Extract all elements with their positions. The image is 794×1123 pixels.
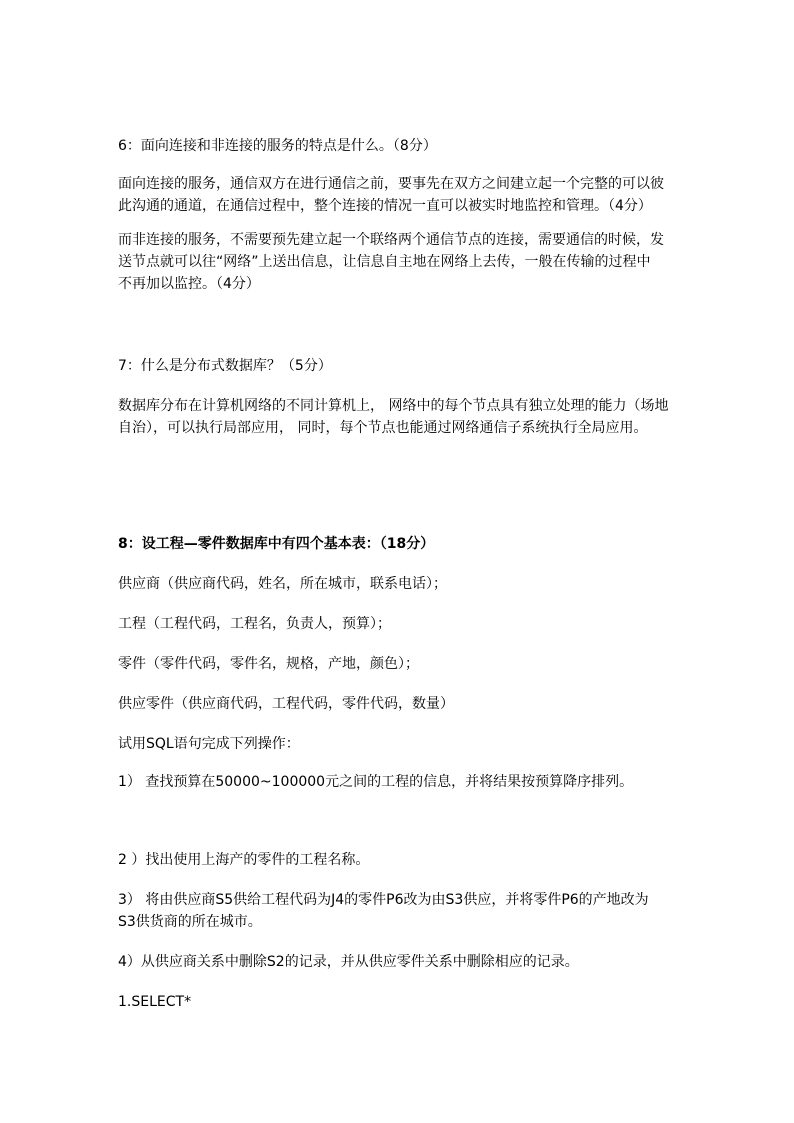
task-1: 1） 查找预算在50000~100000元之间的工程的信息，并将结果按预算降序排列。 [118, 774, 634, 790]
question-8-title: 8：设工程—零件数据库中有四个基本表：（18分） [118, 536, 435, 552]
text-line: 自治），可以执行局部应用， 同时，每个节点也能通过网络通信子系统执行全局应用。 [118, 420, 648, 436]
text-line: 而非连接的服务，不需要预先建立起一个联络两个通信节点的连接，需要通信的时候，发 [118, 232, 664, 248]
text-line: 面向连接的服务，通信双方在进行通信之前，要事先在双方之间建立起一个完整的可以彼 [118, 176, 664, 192]
text-line: 此沟通的通道，在通信过程中，整个连接的情况一直可以被实时地监控和管理。（4分） [118, 198, 652, 214]
text-line: 送节点就可以往“网络”上送出信息，让信息自主地在网络上去传，一般在传输的过程中 [118, 254, 651, 270]
text-line: 不再加以监控。（4分） [118, 276, 260, 292]
table-definition: 供应商（供应商代码，姓名，所在城市，联系电话）； [118, 576, 447, 592]
text-line: 3） 将由供应商S5供给工程代码为J4的零件P6改为由S3供应，并将零件P6的产地改为 [118, 892, 649, 908]
answer-start: 1.SELECT* [118, 994, 192, 1010]
instruction: 试用SQL语句完成下列操作： [118, 736, 300, 752]
text-line: 数据库分布在计算机网络的不同计算机上， 网络中的每个节点具有独立处理的能力（场地 [118, 398, 669, 414]
question-7-answer [118, 395, 688, 439]
table-definition: 供应零件（供应商代码，工程代码，零件代码，数量） [118, 696, 454, 712]
table-definition: 工程（工程代码，工程名，负责人，预算）； [118, 616, 391, 632]
task-3 [118, 889, 688, 933]
table-definition: 零件（零件代码，零件名，规格，产地，颜色）； [118, 656, 419, 672]
task-2: 2 ）找出使用上海产的零件的工程名称。 [118, 852, 370, 868]
question-7-title: 7：什么是分布式数据库？（5分） [118, 358, 332, 374]
task-4: 4）从供应商关系中删除S2的记录，并从供应零件关系中删除相应的记录。 [118, 954, 579, 970]
text-line: S3供货商的所在城市。 [118, 914, 262, 930]
question-6-answer-1 [118, 173, 688, 217]
question-6-title: 6：面向连接和非连接的服务的特点是什么。（8分） [118, 138, 437, 154]
question-6-answer-2 [118, 229, 688, 295]
